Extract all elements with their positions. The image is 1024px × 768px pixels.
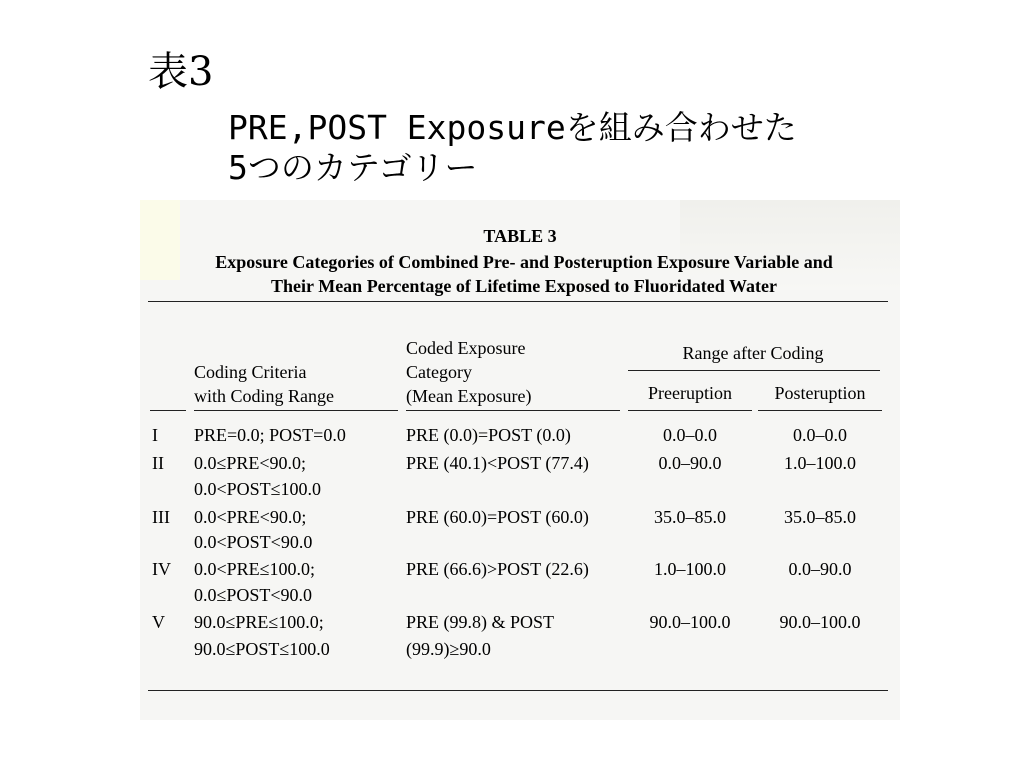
row-4-category: PRE (66.6)>POST (22.6) <box>406 559 589 579</box>
subtitle-line-2: 5つのカテゴリー <box>228 148 478 187</box>
header-category-line-1: Coded Exposure <box>406 338 526 358</box>
row-3-post: 35.0–85.0 <box>784 507 856 527</box>
row-2-criteria-line-1: 0.0≤PRE<90.0; <box>194 453 307 473</box>
row-5-category-line-2: (99.9)≥90.0 <box>406 639 491 659</box>
row-2-id: II <box>152 453 164 473</box>
header-rule-pre <box>628 410 752 411</box>
row-3-criteria-line-2: 0.0<POST<90.0 <box>194 532 313 552</box>
row-3-criteria-line-1: 0.0<PRE<90.0; <box>194 507 307 527</box>
row-4-id: IV <box>152 559 171 579</box>
row-1-category: PRE (0.0)=POST (0.0) <box>406 425 571 445</box>
table-label: TABLE 3 <box>483 226 557 246</box>
row-3-id: III <box>152 507 170 527</box>
row-5-pre: 90.0–100.0 <box>649 612 731 632</box>
header-rule-id <box>150 410 186 411</box>
header-category-line-3: (Mean Exposure) <box>406 386 532 406</box>
caption-line-1: Exposure Categories of Combined Pre- and Posteruption Exposure Variable and <box>215 252 833 272</box>
scanned-table <box>140 200 900 720</box>
row-1-pre: 0.0–0.0 <box>663 425 717 445</box>
header-criteria-line-2: with Coding Range <box>194 386 334 406</box>
row-1-criteria: PRE=0.0; POST=0.0 <box>194 425 346 445</box>
row-1-post: 0.0–0.0 <box>793 425 847 445</box>
row-5-criteria-line-1: 90.0≤PRE≤100.0; <box>194 612 324 632</box>
top-rule <box>148 301 888 302</box>
slide-subtitle <box>228 108 797 188</box>
row-1-id: I <box>152 425 158 445</box>
row-3-category: PRE (60.0)=POST (60.0) <box>406 507 589 527</box>
header-criteria-line-1: Coding Criteria <box>194 362 307 382</box>
row-4-pre: 1.0–100.0 <box>654 559 726 579</box>
subtitle-line-1: PRE,POST Exposureを組み合わせた <box>228 108 797 147</box>
header-posteruption: Posteruption <box>774 383 866 403</box>
row-5-category-line-1: PRE (99.8) & POST <box>406 612 555 632</box>
header-range-group: Range after Coding <box>682 343 824 363</box>
row-4-criteria-line-1: 0.0<PRE≤100.0; <box>194 559 316 579</box>
row-2-post: 1.0–100.0 <box>784 453 856 473</box>
row-4-criteria-line-2: 0.0≤POST<90.0 <box>194 585 313 605</box>
row-2-criteria-line-2: 0.0<POST≤100.0 <box>194 479 322 499</box>
range-group-rule <box>628 370 880 371</box>
row-3-pre: 35.0–85.0 <box>654 507 726 527</box>
row-5-id: V <box>152 612 165 632</box>
header-rule-category <box>406 410 620 411</box>
table-caption <box>154 250 894 298</box>
header-preeruption: Preeruption <box>648 383 732 403</box>
row-2-pre: 0.0–90.0 <box>658 453 722 473</box>
row-5-post: 90.0–100.0 <box>779 612 861 632</box>
bottom-rule <box>148 690 888 691</box>
row-4-post: 0.0–90.0 <box>788 559 852 579</box>
caption-line-2: Their Mean Percentage of Lifetime Exposed to Fluoridated Water <box>271 276 777 296</box>
header-category-line-2: Category <box>406 362 472 382</box>
row-5-criteria-line-2: 90.0≤POST≤100.0 <box>194 639 330 659</box>
header-rule-post <box>758 410 882 411</box>
header-rule-criteria <box>194 410 398 411</box>
row-2-category: PRE (40.1)<POST (77.4) <box>406 453 589 473</box>
slide-title: 表3 <box>148 49 214 95</box>
